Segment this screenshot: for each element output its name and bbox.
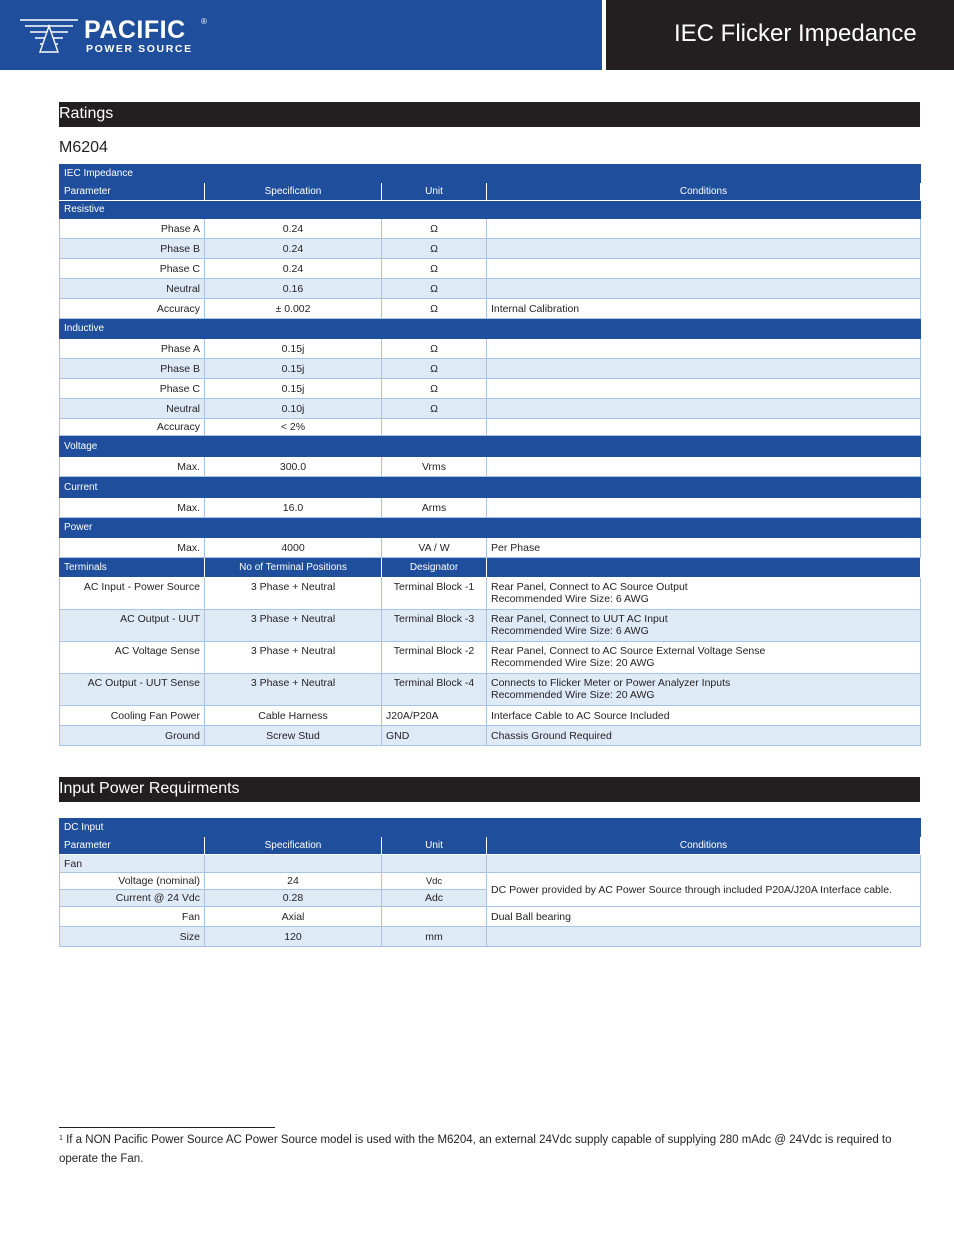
table-row	[60, 578, 921, 610]
column-header: Unit	[382, 183, 487, 201]
column-header: Specification	[205, 837, 382, 855]
parameter-cell: Accuracy	[60, 419, 205, 436]
specification-cell: 120	[205, 927, 382, 947]
company-logo	[18, 14, 218, 58]
group-row-inductive	[60, 319, 921, 339]
empty-cell	[205, 855, 382, 873]
conditions-cell	[487, 674, 921, 706]
table-row	[60, 642, 921, 674]
parameter-cell: Phase B	[60, 359, 205, 379]
registered-mark: ®	[201, 17, 207, 26]
table-title: IEC Impedance	[60, 165, 921, 183]
unit-cell: Ω	[382, 239, 487, 259]
page-title: IEC Flicker Impedance	[674, 20, 917, 47]
unit-cell: Ω	[382, 359, 487, 379]
specification-cell: 0.15j	[205, 379, 382, 399]
table-row	[60, 726, 921, 746]
table-row	[60, 339, 921, 359]
unit-cell: Vrms	[382, 457, 487, 477]
specification-cell: 0.24	[205, 259, 382, 279]
table-row	[60, 674, 921, 706]
specification-cell: 4000	[205, 538, 382, 558]
parameter-cell: Size	[60, 927, 205, 947]
designator-cell: Terminal Block -4	[382, 674, 487, 706]
conditions-cell	[487, 399, 921, 419]
unit-cell: Ω	[382, 379, 487, 399]
table-row	[60, 219, 921, 239]
conditions-cell	[487, 419, 921, 436]
table-row	[60, 706, 921, 726]
header-brand-bar	[0, 0, 602, 70]
specification-cell: 0.24	[205, 239, 382, 259]
table-header-row	[60, 837, 921, 855]
triangle-logo-icon	[18, 14, 80, 54]
table-row	[60, 419, 921, 436]
parameter-cell: Phase C	[60, 259, 205, 279]
conditions-cell	[487, 610, 921, 642]
table-row	[60, 379, 921, 399]
group-label: Fan	[60, 855, 205, 873]
unit-cell: Ω	[382, 219, 487, 239]
condition-line: Rear Panel, Connect to AC Source External Voltage Sense	[491, 645, 766, 657]
logo-wordmark: PACIFIC	[84, 16, 186, 44]
specification-cell: 0.10j	[205, 399, 382, 419]
conditions-cell	[487, 219, 921, 239]
group-row-resistive	[60, 201, 921, 219]
column-header: Unit	[382, 837, 487, 855]
input-power-section-title: Input Power Requirments	[59, 780, 240, 797]
table-row	[60, 279, 921, 299]
conditions-cell	[487, 927, 921, 947]
group-row-voltage	[60, 436, 921, 457]
merged-conditions-cell: DC Power provided by AC Power Source through included P20A/J20A Interface cable.	[487, 873, 921, 907]
table-row	[60, 498, 921, 518]
table-title: DC Input	[60, 819, 921, 837]
dc-input-table	[59, 818, 921, 947]
conditions-cell: Dual Ball bearing	[487, 907, 921, 927]
parameter-cell: AC Voltage Sense	[60, 642, 205, 674]
header-title-bar	[606, 0, 954, 70]
conditions-cell	[487, 279, 921, 299]
conditions-cell	[487, 642, 921, 674]
specification-cell: 24	[205, 873, 382, 890]
empty-cell	[382, 855, 487, 873]
footnote-text: If a NON Pacific Power Source AC Power Source model is used with the M6204, an external 24Vdc supply capable of supplying 280 mAdc @ 24Vdc is required to operate the Fan.	[59, 1134, 892, 1165]
logo-subtitle: POWER SOURCE	[86, 43, 193, 55]
unit-cell	[382, 907, 487, 927]
specification-cell: < 2%	[205, 419, 382, 436]
table-row	[60, 907, 921, 927]
footnote	[59, 1131, 920, 1169]
designator-cell: Terminal Block -3	[382, 610, 487, 642]
table-row	[60, 399, 921, 419]
unit-cell: mm	[382, 927, 487, 947]
parameter-cell: Fan	[60, 907, 205, 927]
input-power-section-bar	[59, 777, 920, 802]
conditions-cell	[487, 578, 921, 610]
parameter-cell: Neutral	[60, 279, 205, 299]
condition-line: Recommended Wire Size: 6 AWG	[491, 625, 649, 637]
parameter-cell: Ground	[60, 726, 205, 746]
conditions-cell	[487, 259, 921, 279]
condition-line: Rear Panel, Connect to UUT AC Input	[491, 613, 668, 625]
column-header: Conditions	[487, 183, 921, 201]
positions-cell: 3 Phase + Neutral	[205, 642, 382, 674]
conditions-cell	[487, 239, 921, 259]
column-header	[487, 558, 921, 578]
unit-cell: Ω	[382, 399, 487, 419]
designator-cell: Terminal Block -2	[382, 642, 487, 674]
parameter-cell: Phase A	[60, 219, 205, 239]
specification-cell: Axial	[205, 907, 382, 927]
ratings-section-title: Ratings	[59, 105, 114, 122]
group-label: Current	[60, 477, 921, 498]
table-title-row	[60, 165, 921, 183]
specification-cell: 16.0	[205, 498, 382, 518]
parameter-cell: Phase A	[60, 339, 205, 359]
terminals-header-row	[60, 558, 921, 578]
parameter-cell: Current @ 24 Vdc	[60, 890, 205, 907]
specification-cell: ± 0.002	[205, 299, 382, 319]
table-row	[60, 359, 921, 379]
table-row	[60, 927, 921, 947]
unit-cell: Ω	[382, 339, 487, 359]
group-label: Resistive	[60, 201, 921, 219]
table-row	[60, 873, 921, 890]
specification-cell: 0.15j	[205, 359, 382, 379]
model-number: M6204	[59, 139, 108, 156]
specification-cell: 300.0	[205, 457, 382, 477]
ratings-section-bar	[59, 102, 920, 127]
unit-cell: Ω	[382, 299, 487, 319]
column-header: Designator	[382, 558, 487, 578]
positions-cell: 3 Phase + Neutral	[205, 610, 382, 642]
unit-cell: Vdc	[382, 873, 487, 890]
parameter-cell: Max.	[60, 457, 205, 477]
group-row-power	[60, 518, 921, 538]
group-row-current	[60, 477, 921, 498]
conditions-cell	[487, 457, 921, 477]
specification-cell: 0.15j	[205, 339, 382, 359]
parameter-cell: AC Output - UUT Sense	[60, 674, 205, 706]
parameter-cell: Max.	[60, 498, 205, 518]
conditions-cell: Internal Calibration	[487, 299, 921, 319]
column-header: Parameter	[60, 837, 205, 855]
column-header: Parameter	[60, 183, 205, 201]
unit-cell: Arms	[382, 498, 487, 518]
table-header-row	[60, 183, 921, 201]
fan-group-row	[60, 855, 921, 873]
column-header: Terminals	[60, 558, 205, 578]
parameter-cell: Max.	[60, 538, 205, 558]
table-row	[60, 610, 921, 642]
parameter-cell: Neutral	[60, 399, 205, 419]
condition-line: Recommended Wire Size: 20 AWG	[491, 657, 655, 669]
table-row	[60, 259, 921, 279]
conditions-cell	[487, 379, 921, 399]
conditions-cell	[487, 359, 921, 379]
conditions-cell: Chassis Ground Required	[487, 726, 921, 746]
parameter-cell: Phase B	[60, 239, 205, 259]
specification-cell: 0.24	[205, 219, 382, 239]
designator-cell: GND	[382, 726, 487, 746]
table-title-row	[60, 819, 921, 837]
table-row	[60, 457, 921, 477]
unit-cell	[382, 419, 487, 436]
parameter-cell: Phase C	[60, 379, 205, 399]
column-header: Conditions	[487, 837, 921, 855]
unit-cell: VA / W	[382, 538, 487, 558]
table-row	[60, 299, 921, 319]
table-row	[60, 239, 921, 259]
conditions-cell: Per Phase	[487, 538, 921, 558]
designator-cell: Terminal Block -1	[382, 578, 487, 610]
group-label: Voltage	[60, 436, 921, 457]
group-label: Power	[60, 518, 921, 538]
empty-cell	[487, 855, 921, 873]
specification-cell: 0.16	[205, 279, 382, 299]
condition-line: Connects to Flicker Meter or Power Analyzer Inputs	[491, 677, 731, 689]
condition-line: Recommended Wire Size: 6 AWG	[491, 593, 649, 605]
conditions-cell	[487, 339, 921, 359]
iec-impedance-table	[59, 164, 921, 746]
positions-cell: 3 Phase + Neutral	[205, 578, 382, 610]
conditions-cell	[487, 498, 921, 518]
footnote-divider	[59, 1127, 275, 1128]
unit-cell: Ω	[382, 259, 487, 279]
parameter-cell: AC Input - Power Source	[60, 578, 205, 610]
parameter-cell: Voltage (nominal)	[60, 873, 205, 890]
table-row	[60, 538, 921, 558]
designator-cell: J20A/P20A	[382, 706, 487, 726]
positions-cell: Screw Stud	[205, 726, 382, 746]
column-header: Specification	[205, 183, 382, 201]
parameter-cell: Accuracy	[60, 299, 205, 319]
unit-cell: Ω	[382, 279, 487, 299]
unit-cell: Adc	[382, 890, 487, 907]
parameter-cell: AC Output - UUT	[60, 610, 205, 642]
positions-cell: Cable Harness	[205, 706, 382, 726]
condition-line: Recommended Wire Size: 20 AWG	[491, 689, 655, 701]
condition-line: Rear Panel, Connect to AC Source Output	[491, 581, 688, 593]
group-label: Inductive	[60, 319, 921, 339]
positions-cell: 3 Phase + Neutral	[205, 674, 382, 706]
column-header: No of Terminal Positions	[205, 558, 382, 578]
conditions-cell: Interface Cable to AC Source Included	[487, 706, 921, 726]
parameter-cell: Cooling Fan Power	[60, 706, 205, 726]
specification-cell: 0.28	[205, 890, 382, 907]
footnote-marker: 1	[59, 1135, 63, 1142]
